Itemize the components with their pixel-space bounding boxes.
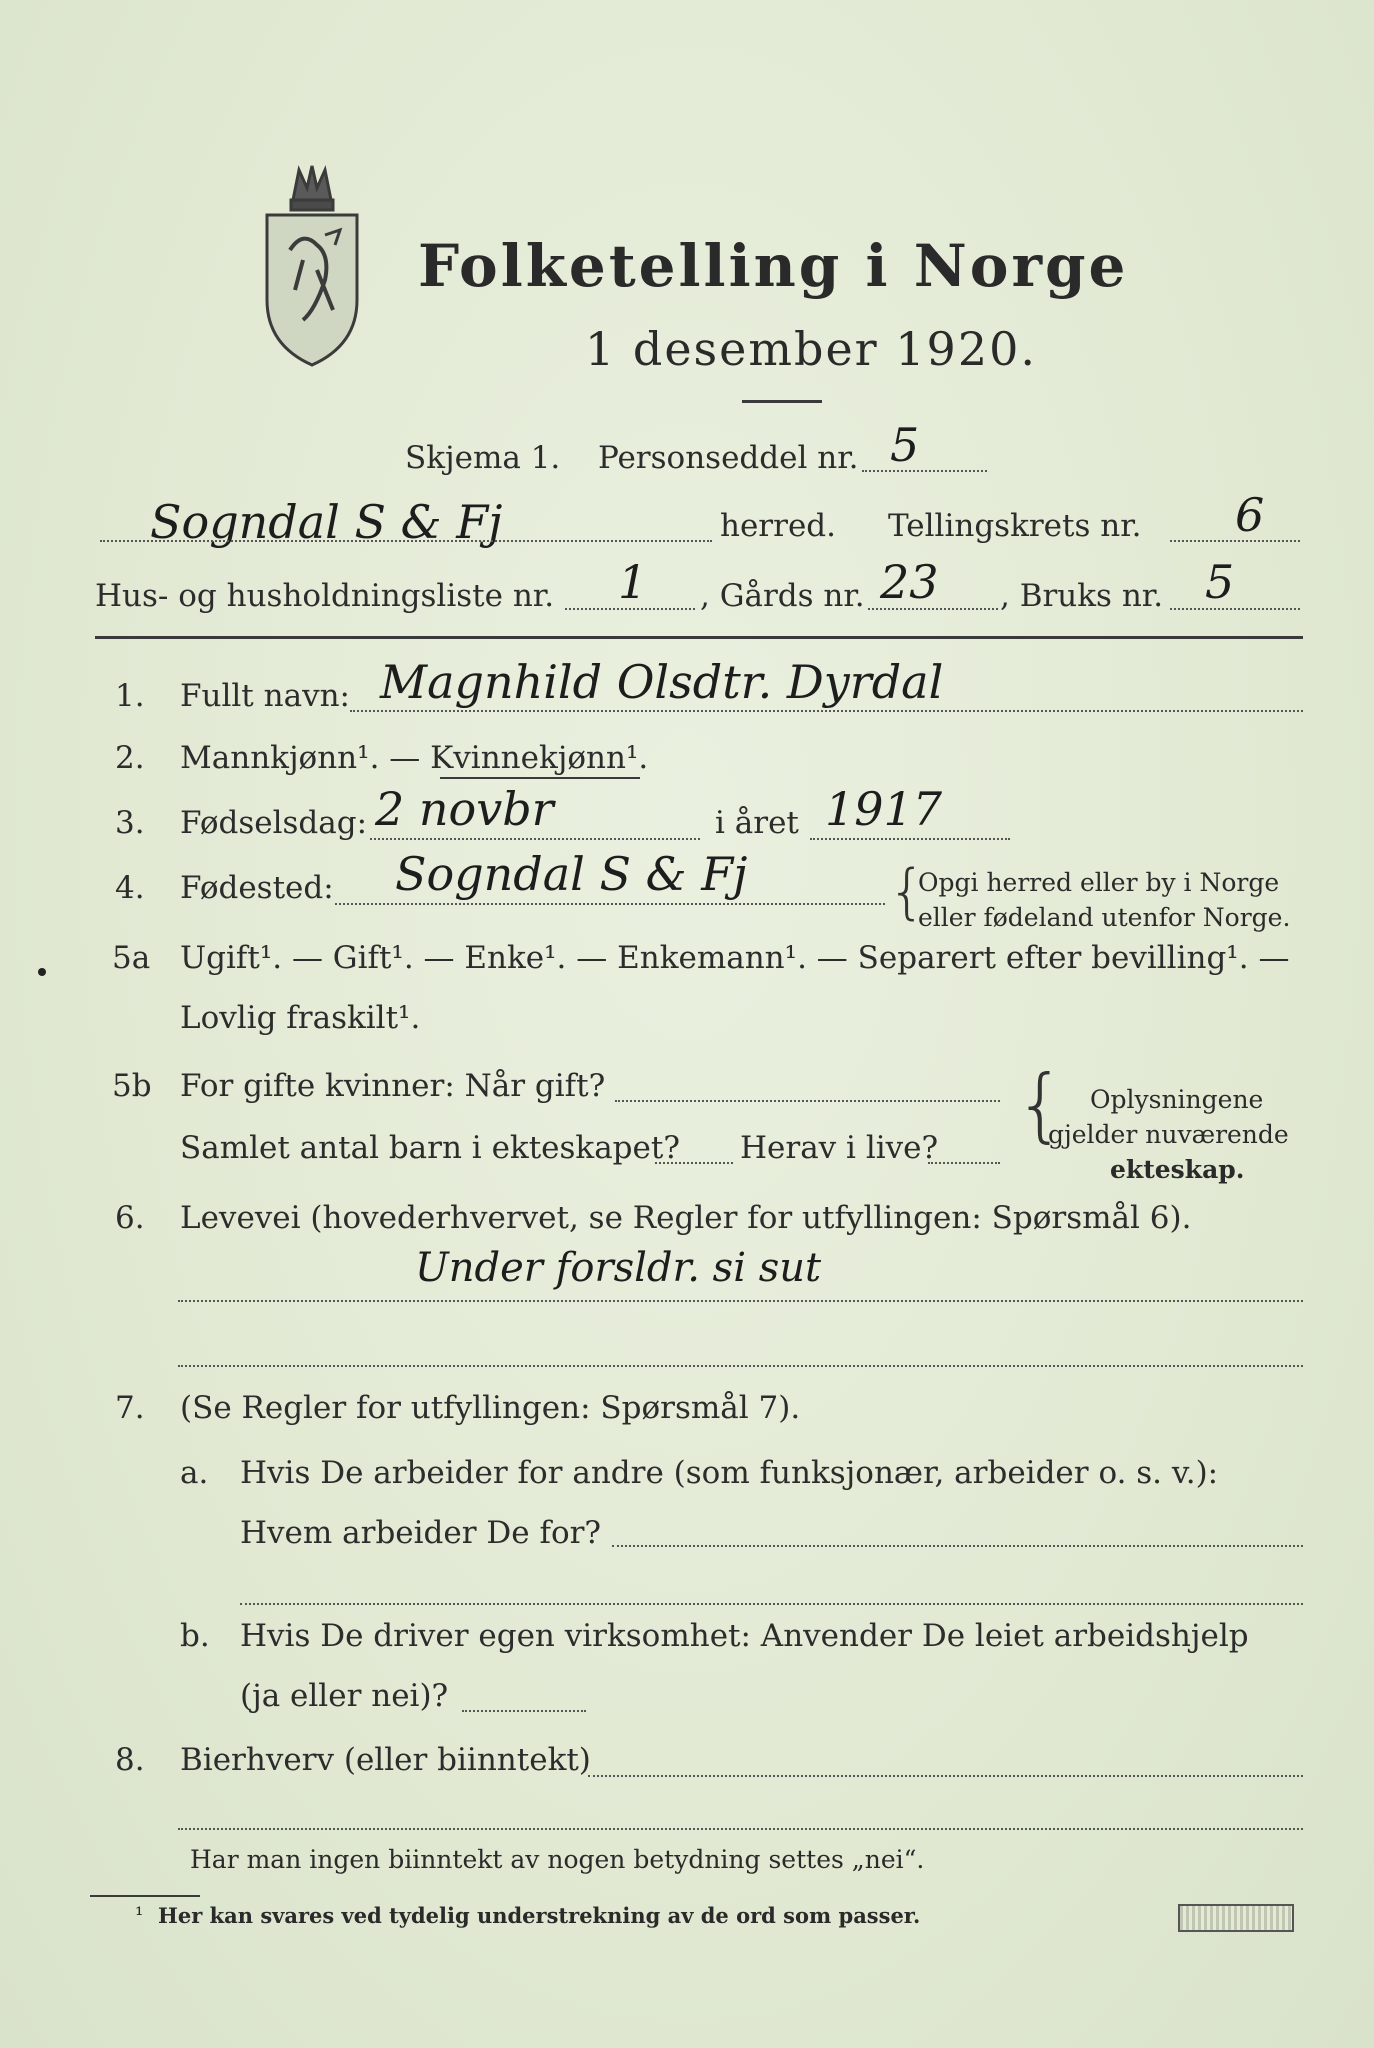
tellingskrets-value[interactable]: 6	[1235, 488, 1265, 542]
gards-value[interactable]: 23	[880, 555, 939, 609]
margin-mark	[38, 968, 46, 976]
q7b-line2: (ja eller nei)?	[240, 1678, 449, 1714]
q4-line	[335, 903, 885, 905]
q5b-children-line[interactable]	[655, 1162, 733, 1164]
q7-label: (Se Regler for utfyllingen: Spørsmål 7).	[180, 1390, 801, 1426]
q5a-marital-options[interactable]: Ugift¹. — Gift¹. — Enke¹. — Enkemann¹. — Separert efter bevilling¹. —	[180, 940, 1290, 976]
q5b-brace: {	[1015, 1058, 1066, 1151]
q8-label: Bierhverv (eller biinntekt)	[180, 1742, 591, 1778]
q7b-number: b.	[180, 1618, 210, 1654]
q5b-alive-label: Herav i live?	[740, 1130, 939, 1166]
q4-label: Fødested:	[180, 870, 334, 906]
printer-stamp-icon	[1178, 1904, 1294, 1932]
q1-label: Fullt navn:	[180, 678, 350, 714]
form-title: Folketelling i Norge	[418, 232, 1129, 300]
herred-value[interactable]: Sogndal S & Fj	[150, 495, 503, 549]
q4-note-line2: eller fødeland utenfor Norge.	[918, 903, 1291, 932]
hus-label: Hus- og husholdningsliste nr.	[95, 578, 555, 614]
q6-line2[interactable]	[178, 1365, 1303, 1367]
q5b-number: 5b	[112, 1068, 152, 1104]
q5b-children-label: Samlet antal barn i ekteskapet?	[180, 1130, 680, 1166]
personseddel-line	[862, 470, 987, 472]
herred-label: herred.	[720, 508, 836, 544]
q6-line1	[178, 1300, 1303, 1302]
header-divider	[95, 636, 1303, 639]
q6-occupation-value[interactable]: Under forsldr. si sut	[415, 1245, 822, 1291]
q5b-note-line2: gjelder nuværende	[1048, 1120, 1289, 1149]
q5a-marital-options-cont[interactable]: Lovlig fraskilt¹.	[180, 1000, 421, 1036]
q7-number: 7.	[115, 1390, 145, 1426]
footnote-mark: ¹	[135, 1903, 144, 1927]
q5b-note-line1: Oplysningene	[1090, 1085, 1264, 1114]
bruks-value[interactable]: 5	[1205, 555, 1235, 609]
q3-birthday-value[interactable]: 2 novbr	[375, 782, 554, 836]
personseddel-label: Personseddel nr.	[598, 440, 859, 476]
q7a-line2: Hvem arbeider De for?	[240, 1515, 602, 1551]
q8-line2[interactable]	[178, 1828, 1303, 1830]
personseddel-value[interactable]: 5	[890, 418, 920, 472]
q7b-answer-line[interactable]	[462, 1710, 586, 1712]
q7a-employer-line2[interactable]	[240, 1603, 1303, 1605]
bruks-line	[1170, 608, 1300, 610]
q7a-number: a.	[180, 1455, 209, 1491]
q3-number: 3.	[115, 805, 145, 841]
hus-line	[565, 608, 695, 610]
gards-label: , Gårds nr.	[700, 578, 865, 614]
q6-label: Levevei (hovederhvervet, se Regler for utfyllingen: Spørsmål 6).	[180, 1200, 1192, 1236]
q4-brace: {	[888, 857, 927, 927]
q5b-married-when-label: For gifte kvinner: Når gift?	[180, 1068, 606, 1104]
q2-underline-kvinnekjonn	[440, 777, 640, 779]
q5b-married-when-line[interactable]	[615, 1100, 1000, 1102]
q2-gender-options[interactable]: Mannkjønn¹. — Kvinnekjønn¹.	[180, 740, 649, 776]
q5b-alive-line[interactable]	[928, 1162, 1000, 1164]
norwegian-coat-of-arms-icon	[255, 160, 370, 370]
q3-label: Fødselsdag:	[180, 805, 368, 841]
q3-year-line	[810, 838, 1010, 840]
q2-number: 2.	[115, 740, 145, 776]
footnote-divider	[90, 1895, 200, 1897]
biinntekt-note: Har man ingen biinntekt av nogen betydning settes „nei“.	[190, 1845, 925, 1874]
hus-value[interactable]: 1	[618, 555, 648, 609]
q1-line	[350, 710, 1303, 712]
q5b-note-line3: ekteskap.	[1110, 1155, 1245, 1184]
q1-number: 1.	[115, 678, 145, 714]
q3-day-line	[370, 838, 700, 840]
tellingskrets-label: Tellingskrets nr.	[888, 508, 1142, 544]
q8-line1[interactable]	[588, 1775, 1303, 1777]
gards-line	[868, 608, 998, 610]
tellingskrets-line	[1170, 540, 1300, 542]
q4-note-line1: Opgi herred eller by i Norge	[918, 868, 1280, 897]
q4-number: 4.	[115, 870, 145, 906]
q4-birthplace-value[interactable]: Sogndal S & Fj	[395, 847, 748, 901]
q3-year-label: i året	[715, 805, 799, 841]
footnote-text: Her kan svares ved tydelig understrekning av de ord som passer.	[158, 1903, 921, 1928]
herred-line	[100, 540, 712, 542]
q5a-number: 5a	[112, 940, 151, 976]
q8-number: 8.	[115, 1742, 145, 1778]
q6-number: 6.	[115, 1200, 145, 1236]
q7b-line1: Hvis De driver egen virksomhet: Anvender De leiet arbeidshjelp	[240, 1618, 1249, 1654]
q7a-employer-line[interactable]	[612, 1545, 1303, 1547]
title-divider	[742, 400, 822, 403]
q3-year-value[interactable]: 1917	[825, 782, 943, 836]
q7a-line1: Hvis De arbeider for andre (som funksjonær, arbeider o. s. v.):	[240, 1455, 1219, 1491]
schema-label: Skjema 1.	[405, 440, 561, 476]
q1-full-name-value[interactable]: Magnhild Olsdtr. Dyrdal	[380, 655, 944, 709]
form-date: 1 desember 1920.	[585, 322, 1037, 376]
bruks-label: , Bruks nr.	[1000, 578, 1164, 614]
